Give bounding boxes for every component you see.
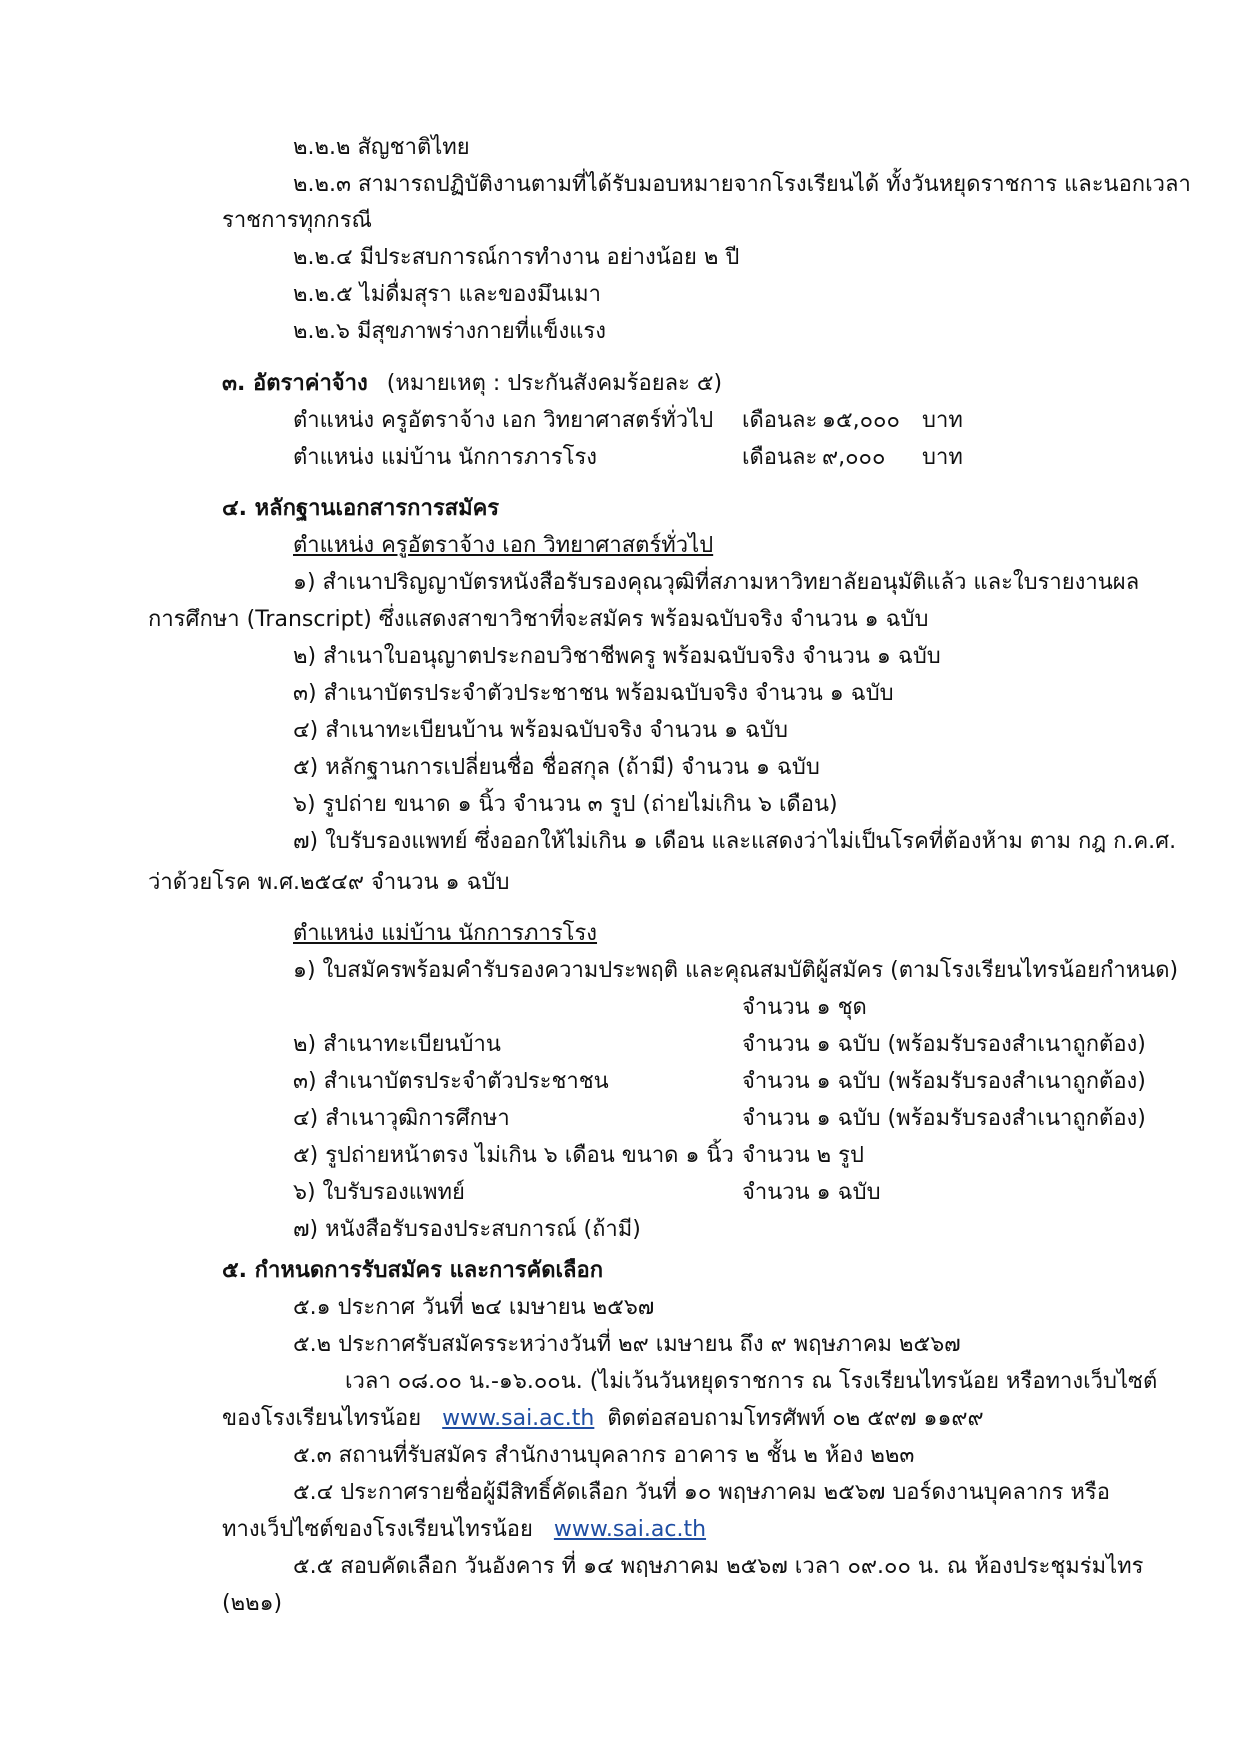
item-5-5-line1: ๕.๕ สอบคัดเลือก วันอังคาร ที่ ๑๔ พฤษภาคม ๒๕๖๗ เวลา ๐๙.๐๐ น. ณ ห้องประชุมร่มไทร: [293, 1554, 1144, 1579]
teacher-doc-3: ๓) สำเนาบัตรประจำตัวประชาชน พร้อมฉบับจริง จำนวน ๑ ฉบับ: [293, 681, 894, 706]
teacher-doc-6: ๖) รูปถ่าย ขนาด ๑ นิ้ว จำนวน ๓ รูป (ถ่ายไม่เกิน ๖ เดือน): [293, 792, 838, 817]
section-5-heading: ๕. กำหนดการรับสมัคร และการคัดเลือก: [222, 1258, 604, 1283]
teacher-doc-4: ๔) สำเนาทะเบียนบ้าน พร้อมฉบับจริง จำนวน ๑ ฉบับ: [293, 718, 788, 743]
maid-doc-qty: จำนวน ๑ ฉบับ (พร้อมรับรองสำเนาถูกต้อง): [742, 1032, 1146, 1057]
item-5-5-line2: (๒๒๑): [222, 1591, 283, 1616]
maid-doc-item: ๓) สำเนาบัตรประจำตัวประชาชน: [293, 1069, 609, 1094]
maid-doc-qty: จำนวน ๑ ฉบับ (พร้อมรับรองสำเนาถูกต้อง): [742, 1106, 1146, 1131]
maid-doc-1-qty: จำนวน ๑ ชุด: [742, 995, 867, 1020]
section-3-heading-row: [222, 369, 722, 401]
wage-unit: บาท: [922, 445, 963, 470]
maid-doc-7: ๗) หนังสือรับรองประสบการณ์ (ถ้ามี): [293, 1217, 641, 1242]
item-5-4-line2: ทางเว็ปไซต์ของโรงเรียนไทรน้อย: [222, 1517, 533, 1542]
maid-doc-1-line1: ๑) ใบสมัครพร้อมคำรับรองความประพฤติ และคุณสมบัติผู้สมัคร (ตามโรงเรียนไทรน้อยกำหนด): [293, 958, 1179, 983]
item-2-2-3-line2: ราชการทุกกรณี: [222, 208, 372, 233]
website-link[interactable]: www.sai.ac.th: [442, 1406, 595, 1431]
maid-doc-qty: จำนวน ๒ รูป: [742, 1143, 864, 1168]
item-5-4-line2-row: [222, 1515, 706, 1547]
teacher-doc-7-line1: ๗) ใบรับรองแพทย์ ซึ่งออกให้ไม่เกิน ๑ เดือน และแสดงว่าไม่เป็นโรคที่ต้องห้าม ตาม กฎ ก.ค.ศ.: [293, 829, 1177, 854]
item-5-2-web-row: [222, 1404, 984, 1436]
wage-rate-label: เดือนละ: [742, 408, 818, 433]
section-3-note: (หมายเหตุ : ประกันสังคมร้อยละ ๕): [386, 371, 723, 396]
item-2-2-4: ๒.๒.๔ มีประสบการณ์การทำงาน อย่างน้อย ๒ ปี: [293, 245, 740, 270]
item-5-2-phone: ติดต่อสอบถามโทรศัพท์ ๐๒ ๕๙๗ ๑๑๙๙: [607, 1406, 984, 1431]
item-5-4-line1: ๕.๔ ประกาศรายชื่อผู้มีสิทธิ์คัดเลือก วันที่ ๑๐ พฤษภาคม ๒๕๖๗ บอร์ดงานบุคลากร หรือ: [293, 1480, 1110, 1505]
teacher-doc-5: ๕) หลักฐานการเปลี่ยนชื่อ ชื่อสกุล (ถ้ามี) จำนวน ๑ ฉบับ: [293, 755, 820, 780]
item-5-2-web-prefix: ของโรงเรียนไทรน้อย: [222, 1406, 422, 1431]
maid-doc-item: ๒) สำเนาทะเบียนบ้าน: [293, 1032, 501, 1057]
item-2-2-6: ๒.๒.๖ มีสุขภาพร่างกายที่แข็งแรง: [293, 319, 606, 344]
item-2-2-3-line1: ๒.๒.๓ สามารถปฏิบัติงานตามที่ได้รับมอบหมายจากโรงเรียนได้ ทั้งวันหยุดราชการ และนอกเวลา: [293, 172, 1191, 197]
website-link[interactable]: www.sai.ac.th: [553, 1517, 707, 1542]
section-3-heading: ๓. อัตราค่าจ้าง: [222, 371, 368, 396]
maid-docs-title: ตำแหน่ง แม่บ้าน นักการภารโรง: [293, 921, 598, 946]
teacher-doc-2: ๒) สำเนาใบอนุญาตประกอบวิชาชีพครู พร้อมฉบับจริง จำนวน ๑ ฉบับ: [293, 644, 941, 669]
wage-amount: ๑๕,๐๐๐: [822, 408, 900, 433]
maid-doc-item: ๔) สำเนาวุฒิการศึกษา: [293, 1106, 510, 1131]
item-2-2-5: ๒.๒.๕ ไม่ดื่มสุรา และของมึนเมา: [293, 282, 601, 307]
item-5-2-time: เวลา ๐๘.๐๐ น.-๑๖.๐๐น. (ไม่เว้นวันหยุดราชการ ณ โรงเรียนไทรน้อย หรือทางเว็บไซต์: [345, 1369, 1158, 1394]
teacher-doc-1-line2: การศึกษา (Transcript) ซึ่งแสดงสาขาวิชาที่จะสมัคร พร้อมฉบับจริง จำนวน ๑ ฉบับ: [148, 607, 929, 632]
wage-position: ตำแหน่ง ครูอัตราจ้าง เอก วิทยาศาสตร์ทั่วไป: [293, 408, 714, 433]
maid-doc-qty: จำนวน ๑ ฉบับ (พร้อมรับรองสำเนาถูกต้อง): [742, 1069, 1146, 1094]
item-2-2-2: ๒.๒.๒ สัญชาติไทย: [293, 135, 470, 160]
teacher-doc-1-line1: ๑) สำเนาปริญญาบัตรหนังสือรับรองคุณวุฒิที่สภามหาวิทยาลัยอนุมัติแล้ว และใบรายงานผล: [293, 570, 1140, 595]
item-5-1: ๕.๑ ประกาศ วันที่ ๒๔ เมษายน ๒๕๖๗: [293, 1295, 655, 1320]
wage-position: ตำแหน่ง แม่บ้าน นักการภารโรง: [293, 445, 598, 470]
wage-amount: ๙,๐๐๐: [822, 445, 886, 470]
section-4-heading: ๔. หลักฐานเอกสารการสมัคร: [222, 496, 500, 521]
wage-unit: บาท: [922, 408, 963, 433]
teacher-doc-7-line2: ว่าด้วยโรค พ.ศ.๒๕๔๙ จำนวน ๑ ฉบับ: [148, 870, 510, 895]
item-5-2: ๕.๒ ประกาศรับสมัครระหว่างวันที่ ๒๙ เมษายน ถึง ๙ พฤษภาคม ๒๕๖๗: [293, 1332, 961, 1357]
teacher-docs-title: ตำแหน่ง ครูอัตราจ้าง เอก วิทยาศาสตร์ทั่วไป: [293, 533, 714, 558]
maid-doc-qty: จำนวน ๑ ฉบับ: [742, 1180, 881, 1205]
maid-doc-item: ๕) รูปถ่ายหน้าตรง ไม่เกิน ๖ เดือน ขนาด ๑ นิ้ว: [293, 1143, 734, 1168]
item-5-3: ๕.๓ สถานที่รับสมัคร สำนักงานบุคลากร อาคาร ๒ ชั้น ๒ ห้อง ๒๒๓: [293, 1443, 915, 1468]
maid-doc-item: ๖) ใบรับรองแพทย์: [293, 1180, 465, 1205]
wage-rate-label: เดือนละ: [742, 445, 818, 470]
